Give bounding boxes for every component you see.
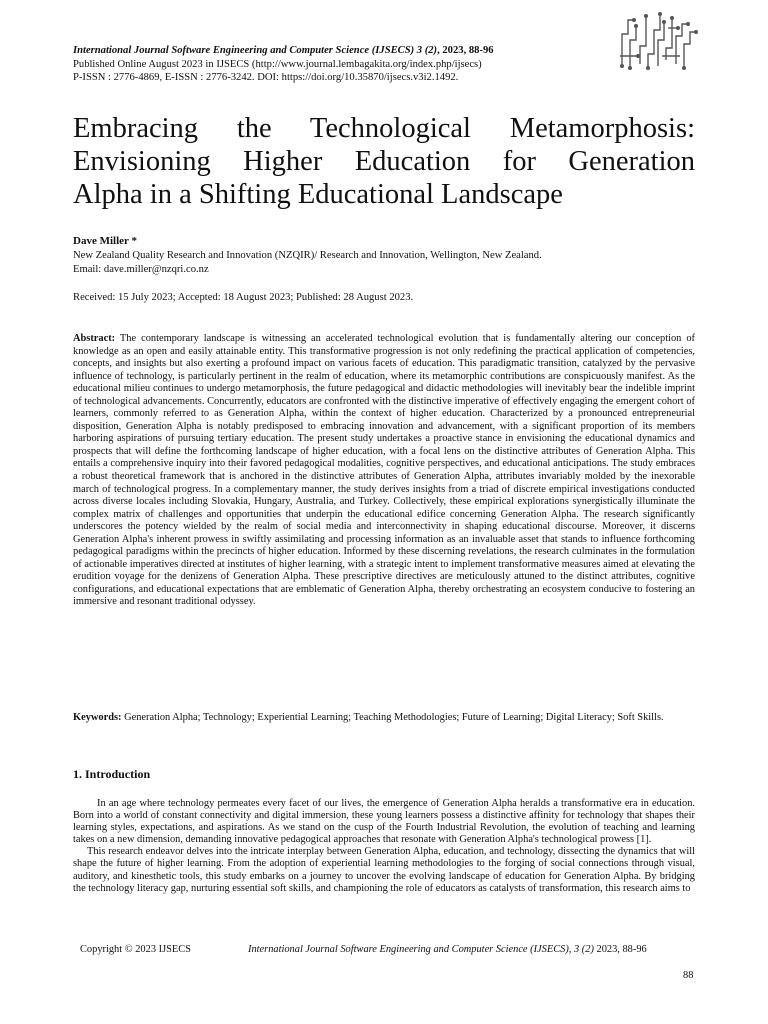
issn-doi-line: P-ISSN : 2776-4869, E-ISSN : 2776-3242. DOI: https://doi.org/10.35870/ijsecs.v3i2.1492. xyxy=(73,72,459,83)
page-number: 88 xyxy=(683,970,694,981)
author-block xyxy=(73,235,695,276)
journal-citation-line xyxy=(73,44,618,58)
keywords-label: Keywords: xyxy=(73,712,122,723)
footer-journal-name: International Journal Software Engineering and Computer Science (IJSECS), 3 (2) xyxy=(248,944,594,955)
paragraph: In an age where technology permeates every facet of our lives, the emergence of Generation Alpha heralds a transformative era in education. Born into a world of constant connectivity and digital immersion, these young learners possess a distinctive affinity for technology that shapes their learning styles, expectations, and aspirations. As we stand on the cusp of the Fourth Industrial Revolution, the evolution of teaching and learning takes on a new dimension, demanding innovative pedagogical approaches that resonate with Generation Alpha's technological prowess [1]. xyxy=(73,798,695,846)
ijsecs-circuit-logo-icon xyxy=(618,10,698,72)
author-name: Dave Miller * xyxy=(73,235,137,247)
journal-name: International Journal Software Engineering and Computer Science (IJSECS) 3 (2) xyxy=(73,45,438,56)
paragraph: This research endeavor delves into the intricate interplay between Generation Alpha, education, and technology, dissecting the dynamics that will shape the future of higher learning. From the adoption of experiential learning methodologies to the forging of social connections through visual, auditory, and kinesthetic tools, this study embarks on a journey to uncover the evolving landscape of education for Generation Alpha. By bridging the technology literacy gap, nurturing essential soft skills, and championing the role of educators as catalysts of transformation, this research aims to xyxy=(73,846,695,894)
introduction-body xyxy=(73,798,695,895)
abstract xyxy=(73,333,695,609)
section-heading: 1. Introduction xyxy=(73,767,151,781)
author-email: Email: dave.miller@nzqri.co.nz xyxy=(73,263,209,275)
published-line: Published Online August 2023 in IJSECS (http://www.journal.lembagakita.org/index.php/ijsecs) xyxy=(73,58,482,70)
footer-journal-citation xyxy=(248,944,647,955)
abstract-label: Abstract: xyxy=(73,333,116,344)
title-line: Embracing the Technological Metamorphosis: xyxy=(73,113,695,144)
paper-title xyxy=(73,112,695,211)
copyright-notice: Copyright © 2023 IJSECS xyxy=(80,944,191,955)
author-affiliation: New Zealand Quality Research and Innovation (NZQIR)/ Research and Innovation, Wellington, New Zealand. xyxy=(73,249,542,261)
footer-pages: 2023, 88-96 xyxy=(593,944,647,955)
publication-dates: Received: 15 July 2023; Accepted: 18 August 2023; Published: 28 August 2023. xyxy=(73,292,414,303)
keywords-text: Generation Alpha; Technology; Experiential Learning; Teaching Methodologies; Future of Learning; Digital Literacy; Soft Skills. xyxy=(121,712,664,723)
title-line: Alpha in a Shifting Educational Landscape xyxy=(73,179,563,210)
title-line: Envisioning Higher Education for Generation xyxy=(73,146,695,177)
keywords xyxy=(73,712,695,725)
abstract-text: The contemporary landscape is witnessing an accelerated technological evolution that is fundamentally altering our conception of knowledge as an open and easily attainable entity. This transformative progression is not only redefining the practical application of competencies, concepts, and insights but also exerting a profound impact on various facets of education. This paradigmatic transition, catalyzed by the pervasive influence of technology, is particularly pertinent in the realm of education, where its metamorphic contributions are conspicuously manifest. As the educational milieu continues to undergo metamorphosis, the future pedagogical and didactic methodologies will inevitably bear the indelible imprint of technological advancements. Concurrently, educators are confronted with the distinctive imperative of effectively engaging the emergent cohort of learners, commonly referred to as Generation Alpha, within the context of higher education. Characterized by a pronounced entrepreneurial disposition, Generation Alpha is notably predisposed to embracing innovation and advancement, with a significant proportion of its members harboring aspirations of pursuing tertiary education. The present study undertakes a proactive stance in envisioning the educational dynamics and prospects that will define the forthcoming landscape of higher education, with a focal lens on the distinctive attributes of Generation Alpha. This entails a comprehensive inquiry into their favored pedagogical modalities, cognitive perspectives, and educational anticipations. The study embraces a robust theoretical framework that is anchored in the distinctive attributes of Generation Alpha, attributes invariably molded by the inexorable march of technological progress. In a complementary manner, the study derives insights from a triad of discrete empirical investigations conducted across diverse locales including Slovakia, Hungary, Australia, and Turkey. Collectively, these empirical explorations synergistically illuminate the complex matrix of challenges and opportunities that underpin the educational edifice concerning Generation Alpha. The research significantly underscores the potency wielded by the realm of social media and interconnectivity in shaping educational discourse. Moreover, it discerns Generation Alpha's inherent prowess in swiftly assimilating and processing information as an invaluable asset that stands to influence forthcoming pedagogical paradigms within the precincts of higher education. Informed by these discerning revelations, the research culminates in the formulation of actionable imperatives directed at institutes of higher learning, with a strategic intent to implement transformative measures aimed at elevating the erudition voyage for the denizens of Generation Alpha. These prescriptive directives are meticulously attuned to the distinct attributes, cognitive configurations, and educational expectations that are emblematic of Generation Alpha, thereby orchestrating an ecosystem conducive to fostering an immersive and resonant traditional odyssey. xyxy=(73,333,695,608)
journal-citation: , 2023, 88-96 xyxy=(437,45,494,56)
journal-header xyxy=(73,44,618,85)
